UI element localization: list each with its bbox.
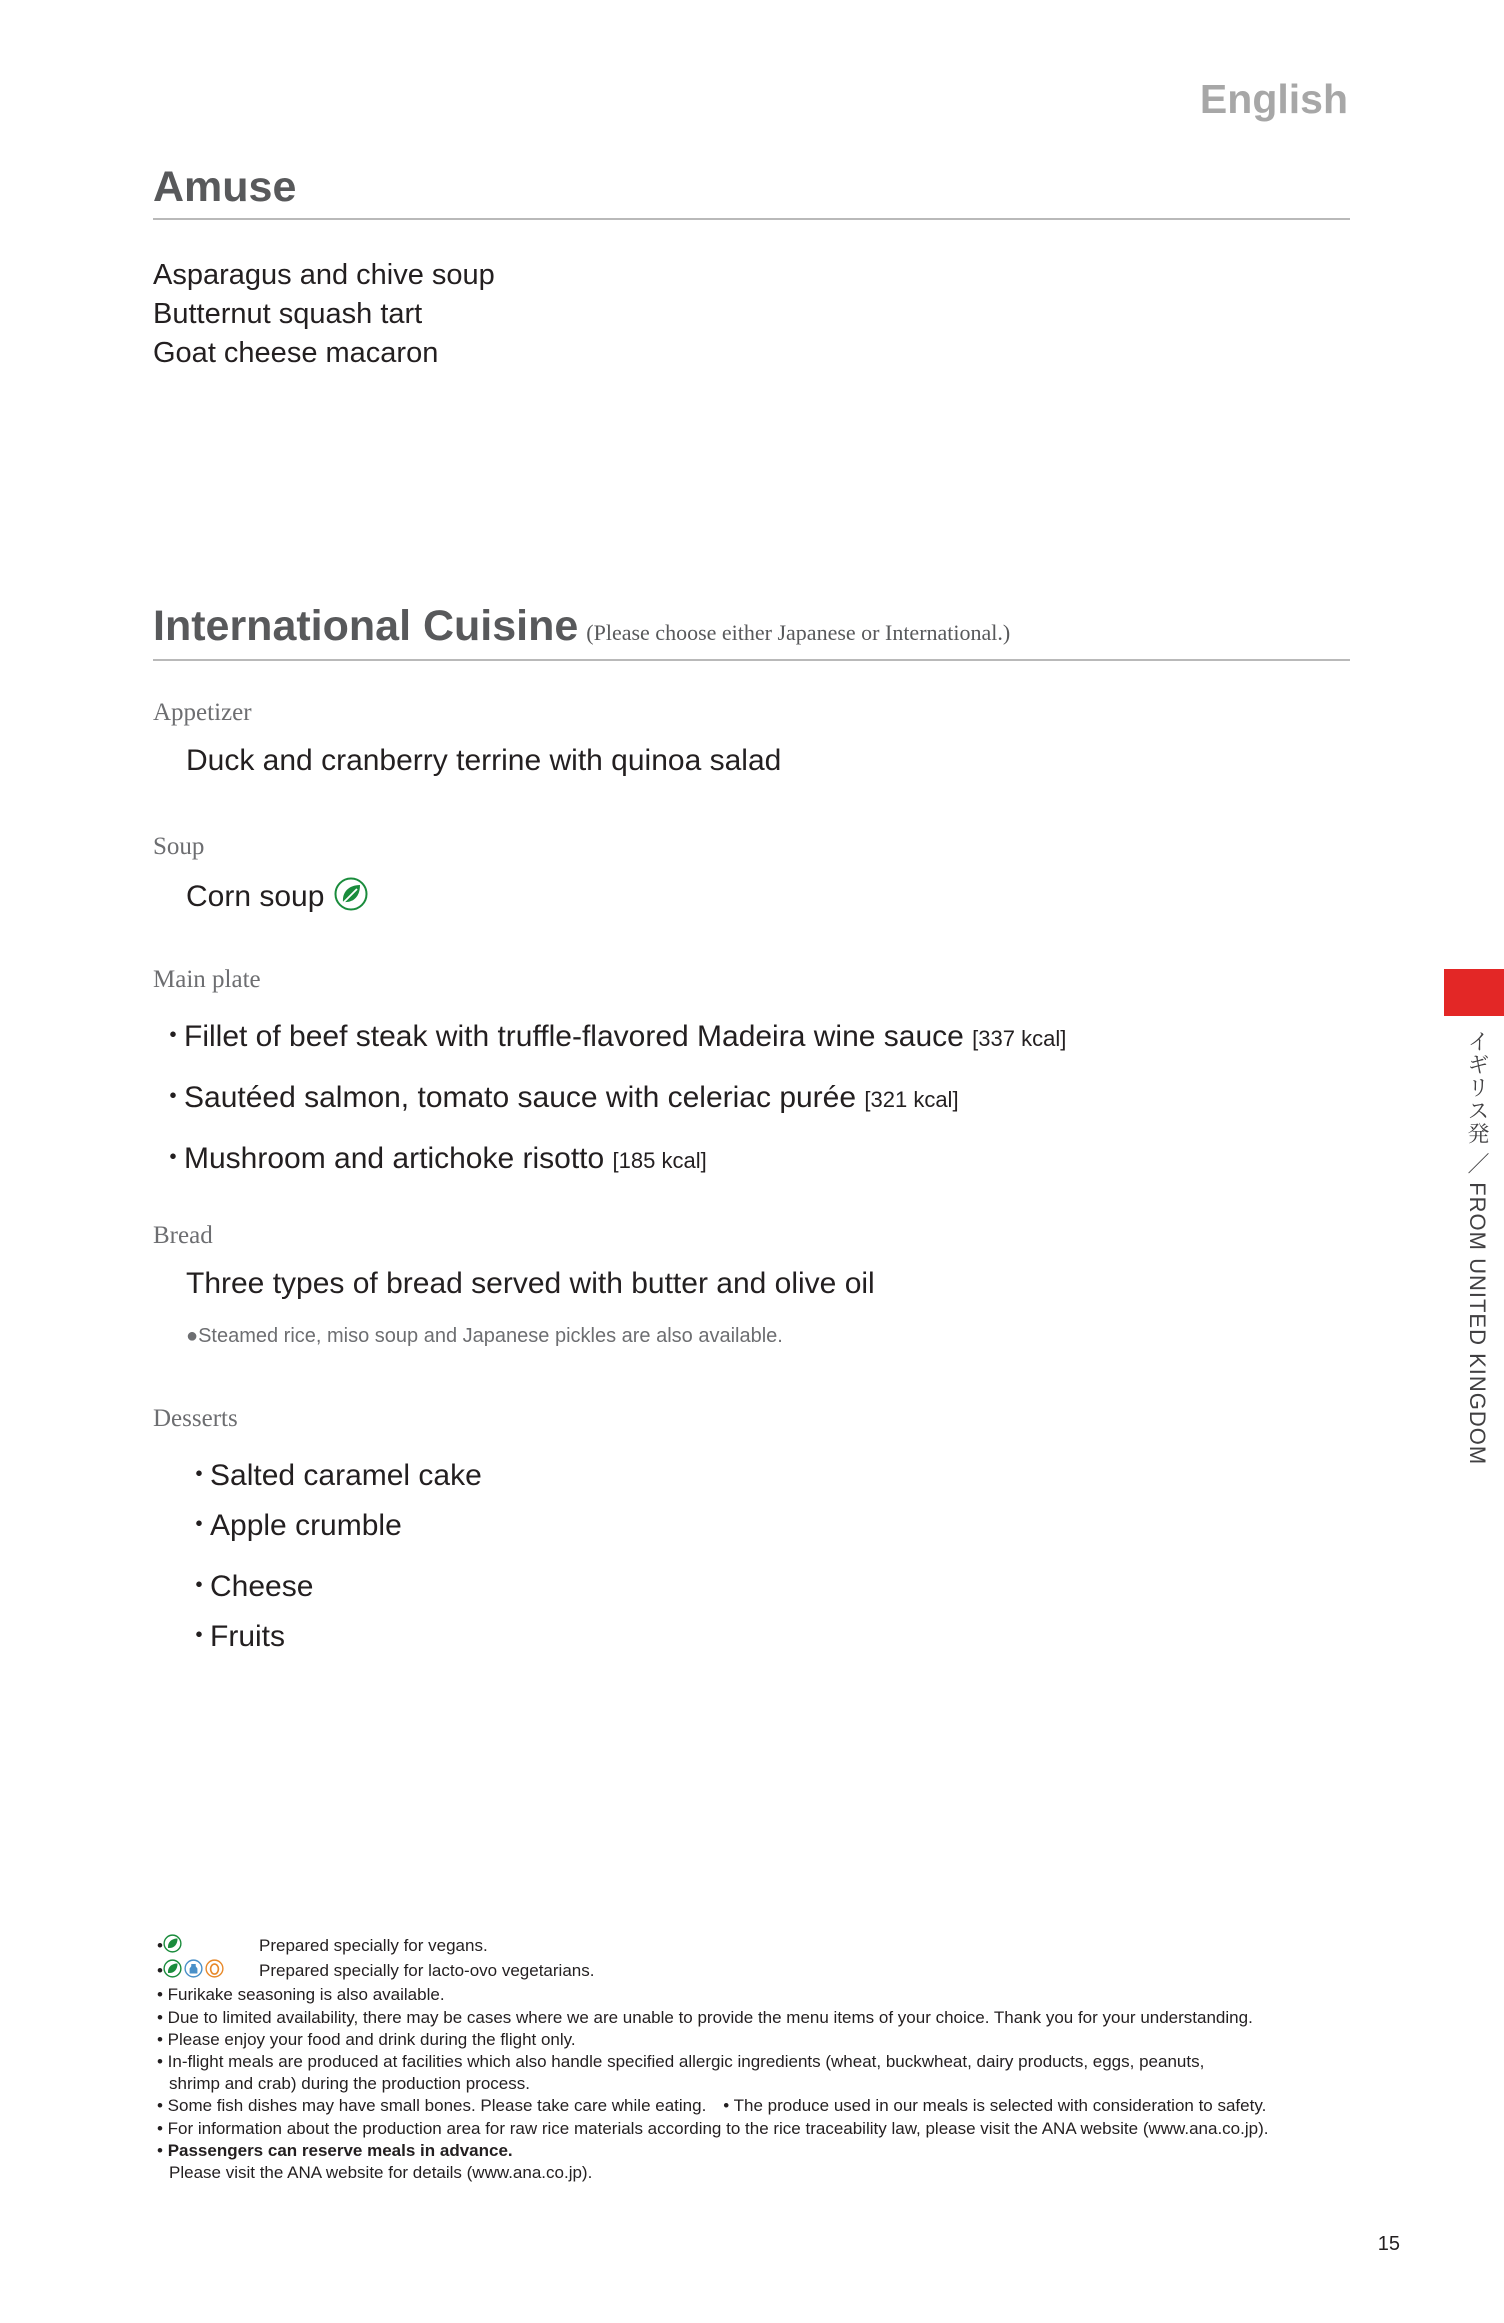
vegan-leaf-icon xyxy=(163,1959,182,1984)
soup-label: Soup xyxy=(153,833,205,860)
amuse-item: Goat cheese macaron xyxy=(153,337,439,369)
language-label: English xyxy=(1199,76,1348,122)
dessert-name: Apple crumble xyxy=(210,1509,402,1542)
dish-name: Fillet of beef steak with truffle-flavored Madeira wine sauce xyxy=(184,1020,964,1053)
footnote-line: • In-flight meals are produced at facilities which also handle specified allergic ingredients (wheat, buckwheat, dairy products, eggs, peanuts, xyxy=(157,2052,1205,2072)
bullet: ・ xyxy=(184,1509,214,1542)
kcal: [185 kcal] xyxy=(612,1148,707,1173)
dessert-item xyxy=(184,1561,313,1605)
bread-label: Bread xyxy=(153,1222,213,1249)
bullet: ・ xyxy=(184,1620,214,1653)
region-label: イギリス発 ／ FROM UNITED KINGDOM xyxy=(1465,1030,1490,1466)
region-color-tab xyxy=(1444,969,1504,1016)
footnotes xyxy=(157,1934,1268,2184)
reserve-detail: Please visit the ANA website for details (www.ana.co.jp). xyxy=(169,2163,593,2183)
main-plate-item xyxy=(158,1133,707,1177)
international-title-text: International Cuisine xyxy=(153,602,579,650)
amuse-list xyxy=(153,256,495,373)
bullet: ・ xyxy=(184,1459,214,1492)
reserve-note-bold: Passengers can reserve meals in advance. xyxy=(167,2140,513,2160)
dessert-name: Cheese xyxy=(210,1570,314,1603)
international-title xyxy=(153,602,1010,651)
amuse-title: Amuse xyxy=(153,163,297,211)
international-divider xyxy=(153,659,1350,661)
dish-name: Mushroom and artichoke risotto xyxy=(184,1142,605,1175)
kcal: [337 kcal] xyxy=(972,1026,1067,1051)
amuse-item: Butternut squash tart xyxy=(153,298,423,330)
footnote-line: • Please enjoy your food and drink during the flight only. xyxy=(157,2029,576,2049)
main-plate-item xyxy=(158,1011,1066,1055)
main-plate-label: Main plate xyxy=(153,966,261,993)
amuse-divider xyxy=(153,218,1350,220)
milk-icon xyxy=(184,1959,203,1984)
bread-item: Three types of bread served with butter and olive oil xyxy=(186,1267,875,1300)
dessert-item xyxy=(184,1500,402,1544)
footnote-line: • Due to limited availability, there may be cases where we are unable to provide the menu items of your choice. Thank you for your understanding. xyxy=(157,2007,1253,2027)
reserve-note: • Passengers can reserve meals in advance. xyxy=(157,2140,513,2160)
bullet: ・ xyxy=(158,1020,188,1053)
lacto-ovo-legend: • Prepared specially for lacto-ovo vegetarians. xyxy=(157,1959,1268,1984)
choice-note: (Please choose either Japanese or International.) xyxy=(586,620,1011,645)
footnote-line: shrimp and crab) during the production process. xyxy=(169,2074,530,2094)
vegan-legend-text: Prepared specially for vegans. xyxy=(259,1936,488,1956)
kcal: [321 kcal] xyxy=(864,1087,959,1112)
footnote-line: • For information about the production area for raw rice materials according to the rice traceability law, please visit the ANA website (www.ana.co.jp). xyxy=(157,2118,1269,2138)
vegan-leaf-icon xyxy=(163,1934,182,1959)
main-plate-item xyxy=(158,1072,959,1116)
page-number: 15 xyxy=(1377,2233,1400,2255)
dessert-item xyxy=(184,1450,482,1494)
dessert-name: Salted caramel cake xyxy=(210,1459,482,1492)
vegan-leaf-icon xyxy=(334,877,368,919)
egg-icon xyxy=(205,1959,224,1984)
dish-name: Sautéed salmon, tomato sauce with celeriac purée xyxy=(184,1081,857,1114)
appetizer-label: Appetizer xyxy=(153,699,252,726)
soup-name: Corn soup xyxy=(186,879,325,913)
bullet: ・ xyxy=(184,1570,214,1603)
amuse-item: Asparagus and chive soup xyxy=(153,259,495,291)
footnote-line: • Some fish dishes may have small bones. Please take care while eating. • The produce used in our meals is selected with consideration to safety. xyxy=(157,2096,1267,2116)
lacto-ovo-legend-text: Prepared specially for lacto-ovo vegetarians. xyxy=(259,1961,595,1981)
desserts-label: Desserts xyxy=(153,1405,238,1432)
footnote-line: • Furikake seasoning is also available. xyxy=(157,1985,445,2005)
bullet: ・ xyxy=(158,1142,188,1175)
vegan-legend: • Prepared specially for vegans. xyxy=(157,1934,1268,1959)
bullet: ・ xyxy=(158,1081,188,1114)
rice-info: ●Steamed rice, miso soup and Japanese pickles are also available. xyxy=(186,1325,783,1347)
appetizer-item: Duck and cranberry terrine with quinoa salad xyxy=(186,744,782,777)
dessert-item xyxy=(184,1611,285,1655)
soup-item xyxy=(186,877,368,919)
dessert-name: Fruits xyxy=(210,1620,285,1653)
